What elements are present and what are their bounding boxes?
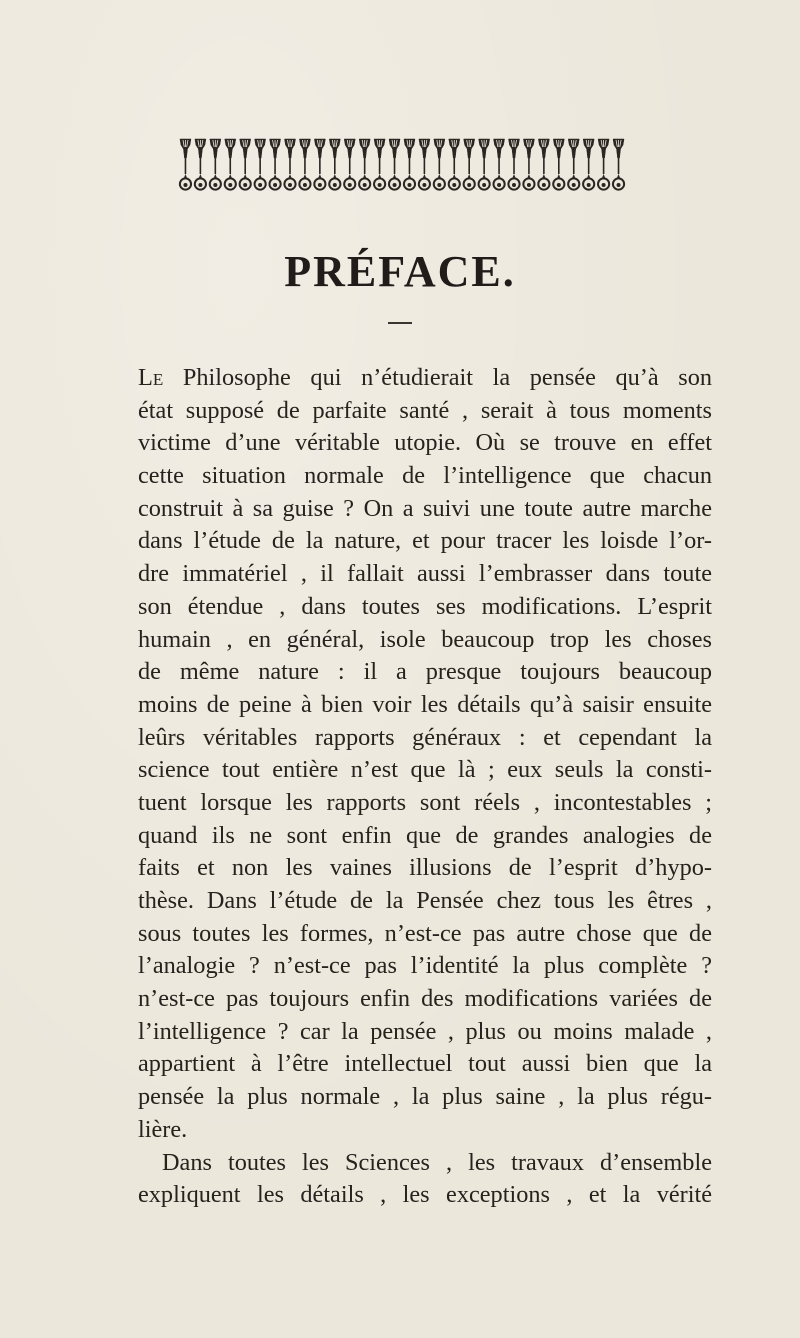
fleuron-unit xyxy=(508,139,519,190)
fleuron-unit xyxy=(344,139,355,190)
fleuron-unit xyxy=(329,139,340,190)
fleuron-unit xyxy=(568,139,579,190)
fleuron-unit xyxy=(434,139,445,190)
text-line: l’intelligence ? car la pensée , plus ou moins malade , xyxy=(138,1017,712,1045)
text-line: victime d’une véritable utopie. Où se trouve en effet xyxy=(138,429,712,457)
text-line: dre immatériel , il fallait aussi l’embrasser dans toute xyxy=(138,560,712,588)
text-line: n’est-ce pas toujours enfin des modifications variées de xyxy=(138,985,712,1013)
lead-word: Le xyxy=(138,364,164,391)
title-rule xyxy=(388,322,412,324)
fleuron-unit xyxy=(493,139,504,190)
text-line: Dans toutes les Sciences , les travaux d’ensemble xyxy=(162,1148,712,1176)
fleuron-unit xyxy=(389,139,400,190)
fleuron-unit xyxy=(314,139,325,190)
text-line: Le Philosophe qui n’étudierait la pensée qu’à son xyxy=(138,364,712,391)
text-line: pensée la plus normale , la plus saine , la plus régu- xyxy=(138,1083,712,1111)
fleuron-unit xyxy=(284,139,295,190)
text-line: moins de peine à bien voir les détails qu’à saisir ensuite xyxy=(138,690,712,718)
text-line: l’analogie ? n’est-ce pas l’identité la plus complète ? xyxy=(138,952,712,980)
text-line: son étendue , dans toutes ses modifications. L’esprit xyxy=(138,592,712,620)
fleuron-unit xyxy=(613,139,624,190)
fleuron-unit xyxy=(538,139,549,190)
fleuron-unit xyxy=(479,139,490,190)
text-line: dans l’étude de la nature, et pour tracer les loisde l’or- xyxy=(138,527,712,555)
text-line: faits et non les vaines illusions de l’esprit d’hypo- xyxy=(138,854,712,882)
text-line: thèse. Dans l’étude de la Pensée chez tous les êtres , xyxy=(138,887,712,914)
text-line: cette situation normale de l’intelligence que chacun xyxy=(138,462,712,490)
text-line: expliquent les détails , les exceptions , et la vérité xyxy=(138,1181,712,1209)
text-line: tuent lorsque les rapports sont réels , incontestables ; xyxy=(138,788,712,816)
fleuron-unit xyxy=(464,139,475,190)
fleuron-unit xyxy=(210,139,221,190)
fleuron-unit xyxy=(195,139,206,190)
text-line: état supposé de parfaite santé , serait à tous moments xyxy=(138,396,712,424)
fleuron-unit xyxy=(240,139,251,190)
fleuron-unit xyxy=(359,139,370,190)
fleuron-unit xyxy=(269,139,280,190)
fleuron-unit xyxy=(583,139,594,190)
fleuron-unit xyxy=(553,139,564,190)
text-line: humain , en général, isole beaucoup trop les choses xyxy=(138,625,712,653)
fleuron-unit xyxy=(225,139,236,190)
text-line: de même nature : il a presque toujours beaucoup xyxy=(138,658,712,686)
text-line: construit à sa guise ? On a suivi une toute autre marche xyxy=(138,494,712,522)
preface-text xyxy=(138,362,712,1212)
text-line: appartient à l’être intellectuel tout aussi bien que la xyxy=(138,1050,712,1078)
page-title: PRÉFACE. xyxy=(284,247,516,296)
text-line: sous toutes les formes, n’est-ce pas autre chose que de xyxy=(138,919,712,947)
fleuron-unit xyxy=(180,139,191,190)
text-line: quand ils ne sont enfin que de grandes analogies de xyxy=(138,821,712,849)
text-line: leûrs véritables rapports généraux : et cependant la xyxy=(138,723,712,751)
text-line: lière. xyxy=(138,1115,188,1143)
fleuron-unit xyxy=(598,139,609,190)
fleuron-unit xyxy=(374,139,385,190)
fleuron-band-icon xyxy=(178,136,626,196)
fleuron-unit xyxy=(419,139,430,190)
fleuron-unit xyxy=(449,139,460,190)
fleuron-unit xyxy=(404,139,415,190)
fleuron-unit xyxy=(299,139,310,190)
text-line: science tout entière n’est que là ; eux seuls la consti- xyxy=(138,756,712,784)
fleuron-unit xyxy=(523,139,534,190)
fleuron-unit xyxy=(255,139,266,190)
